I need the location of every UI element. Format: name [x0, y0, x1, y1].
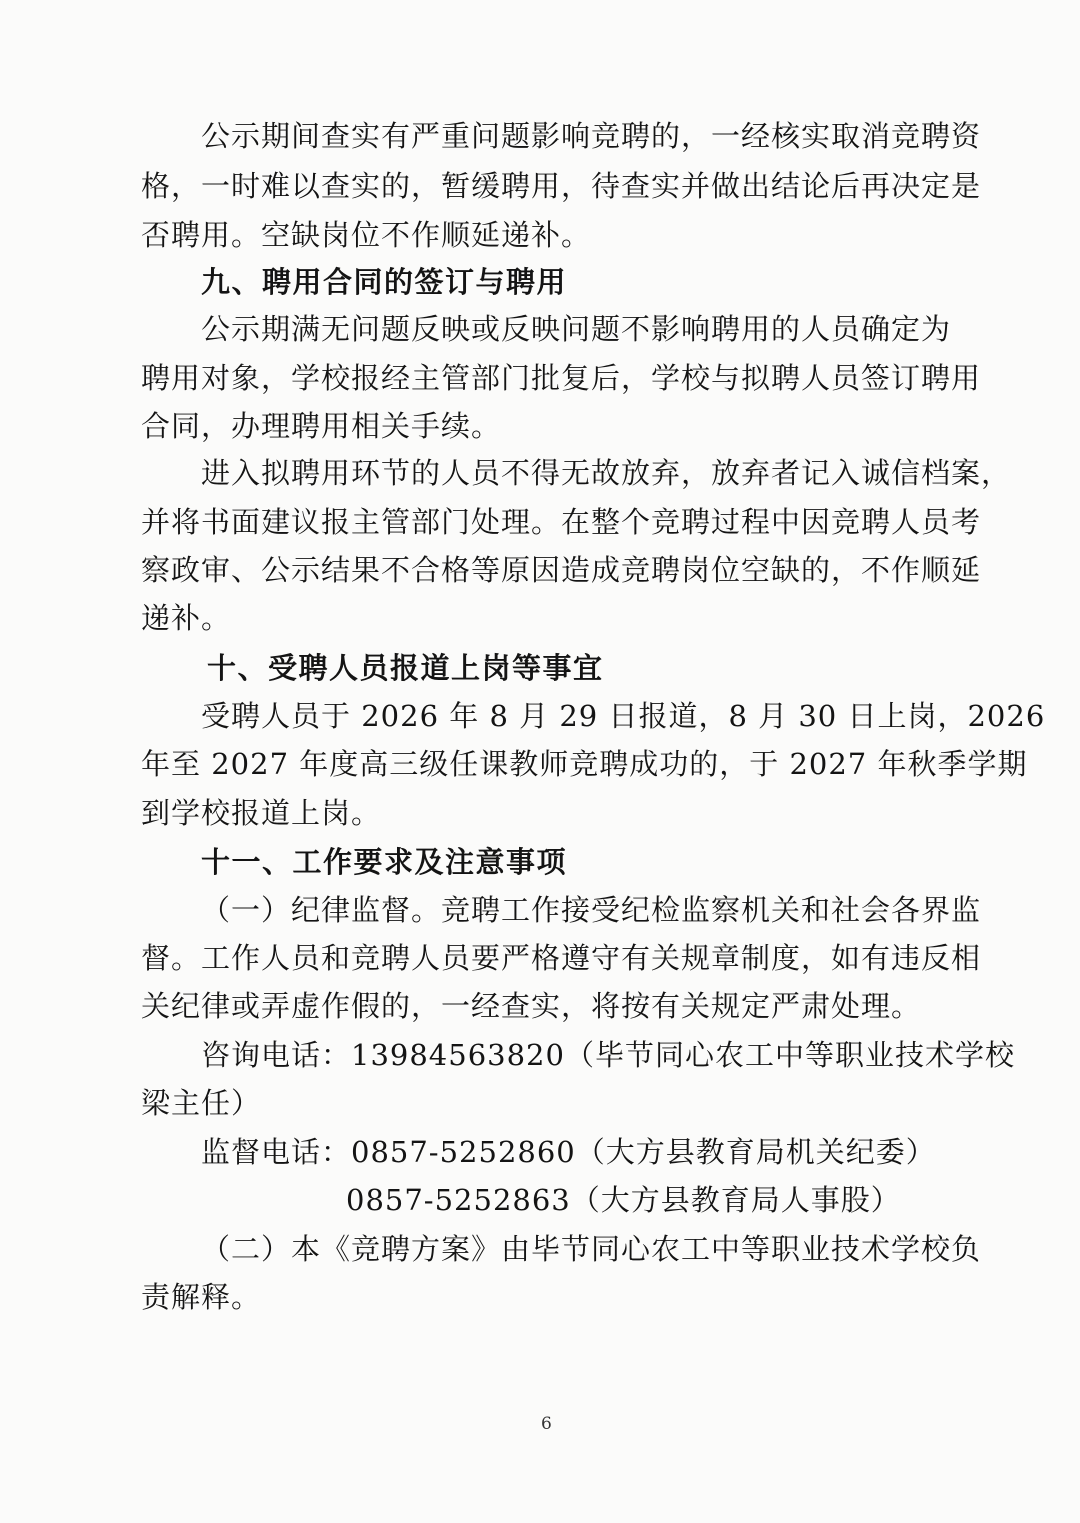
paragraph-line: （二）本《竞聘方案》由毕节同心农工中等职业技术学校负 — [201, 1232, 982, 1266]
paragraph-line: 否聘用。空缺岗位不作顺延递补。 — [141, 218, 592, 252]
paragraph-line: 聘用对象，学校报经主管部门批复后，学校与拟聘人员签订聘用 — [141, 361, 982, 395]
contact-line: 咨询电话：13984563820（毕节同心农工中等职业技术学校 — [201, 1038, 1015, 1072]
paragraph-line: 受聘人员于 2026 年 8 月 29 日报道，8 月 30 日上岗，2026 — [201, 699, 1046, 733]
supervision-phone-line: 0857-5252863（大方县教育局人事股） — [346, 1183, 901, 1217]
section-heading: 九、聘用合同的签订与聘用 — [201, 265, 568, 299]
paragraph-line: 并将书面建议报主管部门处理。在整个竞聘过程中因竞聘人员考 — [141, 505, 982, 539]
section-heading: 十一、工作要求及注意事项 — [201, 845, 568, 879]
paragraph-line: 递补。 — [141, 601, 232, 635]
paragraph-line: 责解释。 — [141, 1280, 262, 1314]
paragraph-line: 察政审、公示结果不合格等原因造成竞聘岗位空缺的，不作顺延 — [141, 553, 982, 587]
paragraph-line: （一）纪律监督。竞聘工作接受纪检监察机关和社会各界监 — [201, 893, 982, 927]
page-number: 6 — [541, 1414, 552, 1434]
paragraph-line: 进入拟聘用环节的人员不得无故放弃，放弃者记入诚信档案， — [201, 456, 1012, 490]
paragraph-line: 关纪律或弄虚作假的，一经查实，将按有关规定严肃处理。 — [141, 989, 922, 1023]
paragraph-line: 格，一时难以查实的，暂缓聘用，待查实并做出结论后再决定是 — [141, 169, 982, 203]
section-heading: 十、受聘人员报道上岗等事宜 — [207, 651, 604, 685]
paragraph-line: 年至 2027 年度高三级任课教师竞聘成功的，于 2027 年秋季学期 — [141, 747, 1028, 781]
paragraph-line: 合同，办理聘用相关手续。 — [141, 409, 502, 443]
paragraph-line: 公示期间查实有严重问题影响竞聘的，一经核实取消竞聘资 — [201, 119, 982, 153]
paragraph-line: 到学校报道上岗。 — [141, 796, 382, 830]
supervision-phone-line: 监督电话：0857-5252860（大方县教育局机关纪委） — [201, 1135, 936, 1169]
contact-line: 梁主任） — [141, 1086, 262, 1120]
paragraph-line: 公示期满无问题反映或反映问题不影响聘用的人员确定为 — [201, 312, 952, 346]
paragraph-line: 督。工作人员和竞聘人员要严格遵守有关规章制度，如有违反相 — [141, 941, 982, 975]
